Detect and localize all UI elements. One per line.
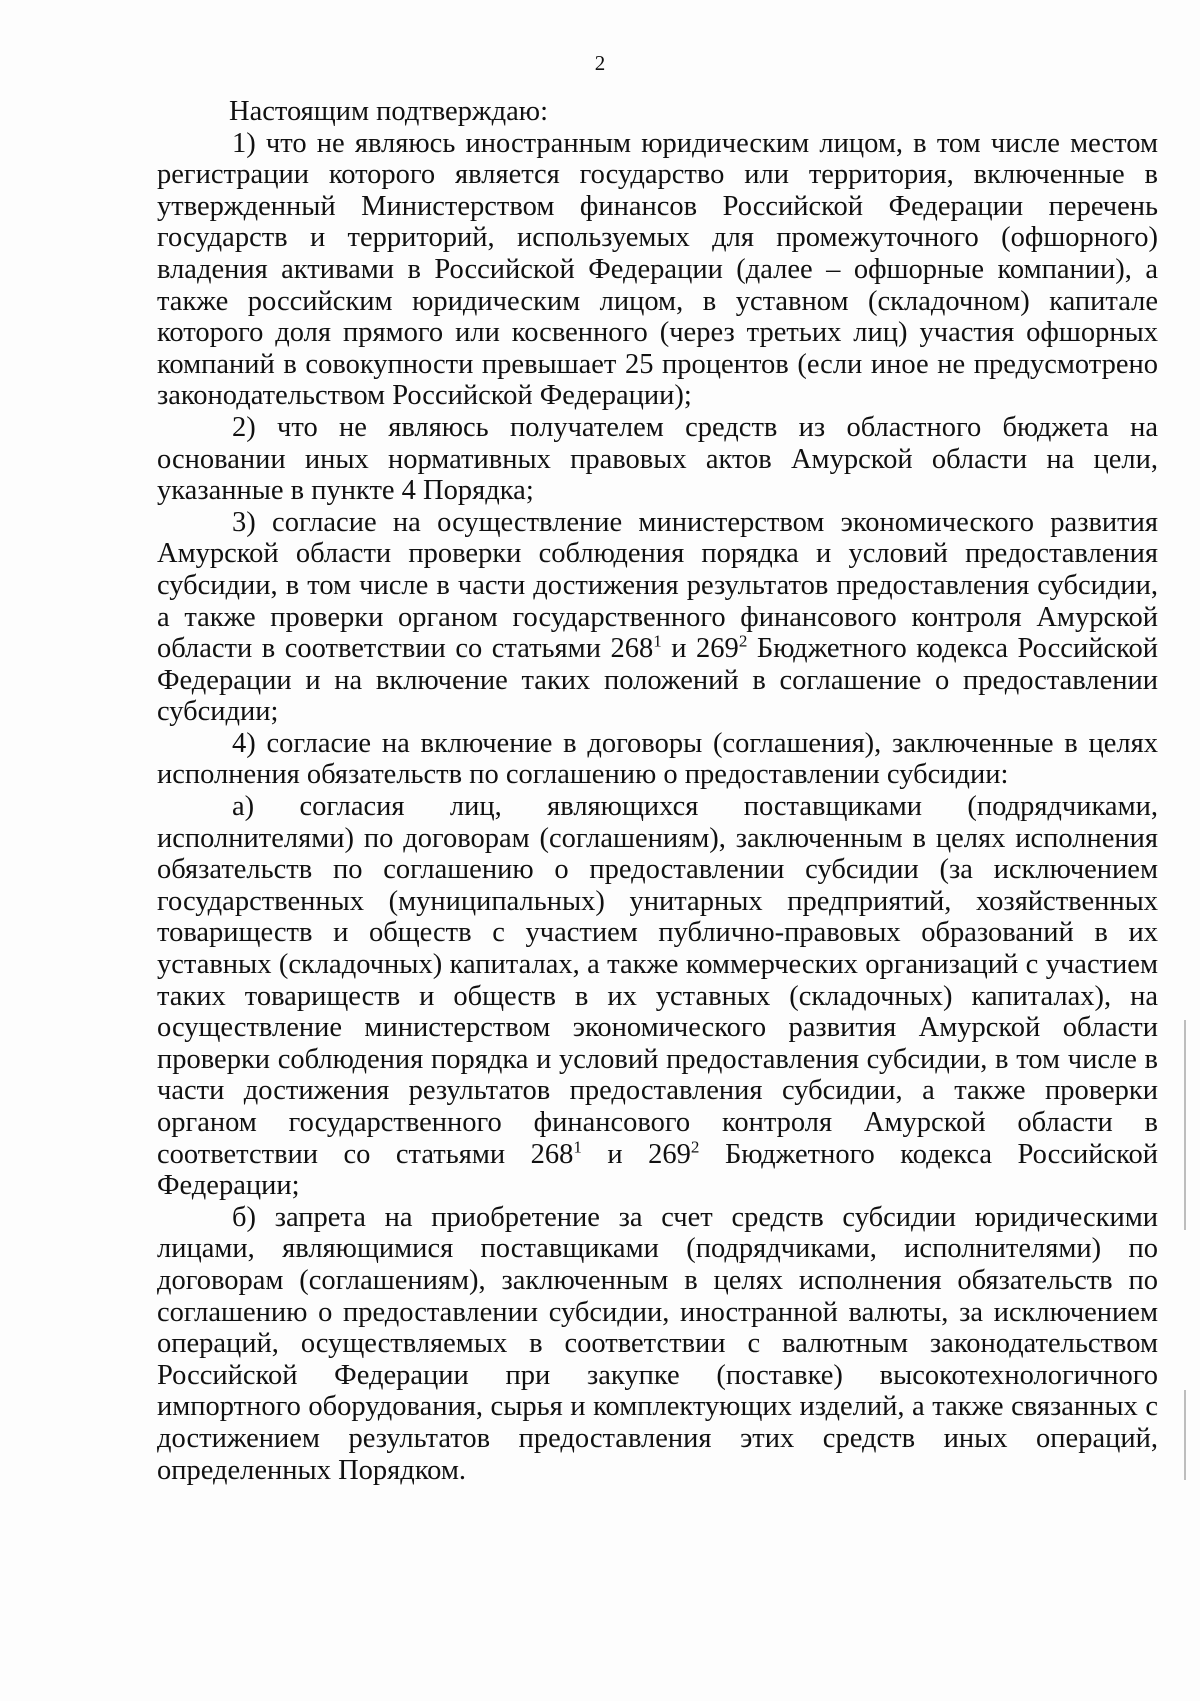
item-4a-text-part-3: Бюджетного кодекса Российской Федерации; <box>157 1138 1158 1202</box>
item-4-paragraph: 4) согласие на включение в договоры (соглашения), заключенные в целях исполнения обязательств по соглашению о предоставлении субсидии: <box>157 727 1158 791</box>
item-4a-paragraph <box>157 791 1158 1202</box>
item-4a-superscript-2: 2 <box>690 1137 700 1157</box>
item-4a-superscript-1: 1 <box>573 1137 582 1157</box>
scan-edge-mark <box>1184 1390 1186 1480</box>
scan-edge-mark <box>1184 1020 1186 1230</box>
item-3-superscript-1: 1 <box>653 631 662 651</box>
item-4b-paragraph: б) запрета на приобретение за счет средств субсидии юридическими лицами, являющимися поставщиками (подрядчиками, исполнителями) по договорам (соглашениям), заключенным в целях исполнения обязательств по соглашению о предоставлении субсидии, иностранной валюты, за исключением операций, осуществляемых в соответствии с валютным законодательством Российской Федерации при закупке (поставке) высокотехнологичного импортного оборудования, сырья и комплектующих изделий, а также связанных с достижением результатов предоставления этих средств иных операций, определенных Порядком. <box>157 1201 1158 1486</box>
item-4a-text-part-2: и 269 <box>581 1138 691 1170</box>
page-number: 2 <box>594 51 606 75</box>
document-body <box>157 96 1158 1486</box>
item-2-paragraph: 2) что не являюсь получателем средств из областного бюджета на основании иных нормативных правовых актов Амурской области на цели, указанные в пункте 4 Порядка; <box>157 411 1158 507</box>
item-3-paragraph <box>157 507 1158 728</box>
item-4a-text-part-1: а) согласия лиц, являющихся поставщиками (подрядчиками, исполнителями) по договорам (соглашениям), заключенным в целях исполнения обязательств по соглашению о предоставлении субсидии (за исключением государственных (муниципальных) унитарных предприятий, хозяйственных товариществ и обществ с участием публично-правовых образований в их уставных (складочных) капиталах, а также коммерческих организаций с участием таких товариществ и обществ в их уставных (складочных) капиталах), на осуществление министерством экономического развития Амурской области проверки соблюдения порядка и условий предоставления субсидии, в том числе в части достижения результатов предоставления субсидии, а также проверки органом государственного финансового контроля Амурской области в соответствии со статьями 268 <box>157 791 1158 1170</box>
item-3-text-part-1: 3) согласие на осуществление министерством экономического развития Амурской области проверки соблюдения порядка и условий предоставления субсидии, в том числе в части достижения результатов предоставления субсидии, а также проверки органом государственного финансового контроля Амурской области в соответствии со статьями 268 <box>157 506 1158 665</box>
intro-paragraph: Настоящим подтверждаю: <box>229 96 549 127</box>
item-3-superscript-2: 2 <box>738 631 748 651</box>
item-1-paragraph: 1) что не являюсь иностранным юридическим лицом, в том числе местом регистрации которого является государство или территория, включенные в утвержденный Министерством финансов Российской Федерации перечень государств и территорий, используемых для промежуточного (офшорного) владения активами в Российской Федерации (далее – офшорные компании), а также российским юридическим лицом, в уставном (складочном) капитале которого доля прямого или косвенного (через третьих лиц) участия офшорных компаний в совокупности превышает 25 процентов (если иное не предусмотрено законодательством Российской Федерации); <box>157 127 1158 412</box>
item-3-text-part-3: Бюджетного кодекса Российской Федерации и на включение таких положений в соглашение о предоставлении субсидии; <box>157 633 1158 728</box>
item-3-text-part-2: и 269 <box>661 633 739 665</box>
